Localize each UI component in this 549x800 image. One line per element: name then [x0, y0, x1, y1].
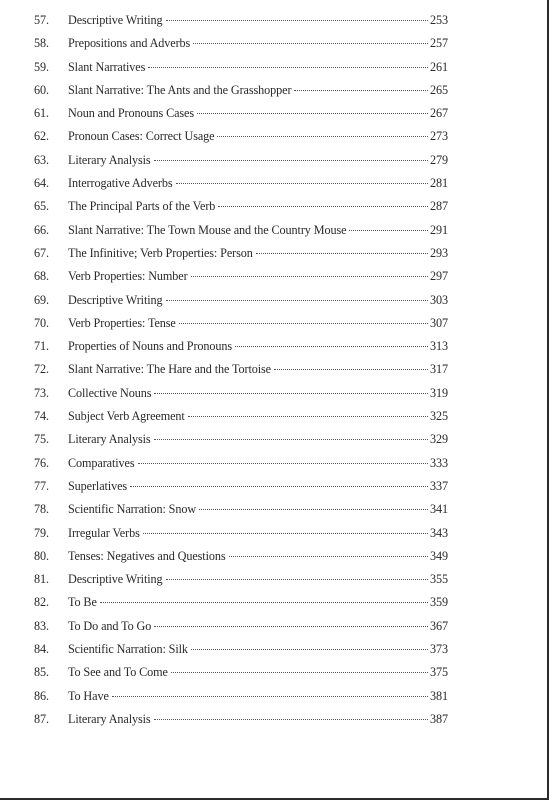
toc-entry-title: Prepositions and Adverbs — [68, 36, 191, 51]
toc-entry — [34, 712, 448, 735]
toc-entry-page: 293 — [430, 245, 448, 260]
toc-entry-title: To Be — [68, 595, 97, 610]
toc-entry — [34, 409, 448, 432]
toc-entry-number: 74. — [34, 409, 49, 424]
toc-entry-page: 355 — [430, 572, 448, 587]
toc-entry — [34, 619, 448, 642]
toc-entry-number: 67. — [34, 245, 49, 260]
toc-entry-title: The Infinitive; Verb Properties: Person — [68, 245, 253, 260]
toc-entry — [34, 129, 448, 152]
toc-entry — [34, 60, 448, 83]
toc-entry-number: 57. — [34, 13, 49, 27]
toc-entry — [34, 386, 448, 409]
toc-dot-leader — [171, 672, 428, 673]
toc-entry — [34, 106, 448, 129]
toc-entry-title: Noun and Pronouns Cases — [68, 106, 195, 121]
toc-entry-page: 287 — [430, 199, 448, 214]
toc-entry — [34, 572, 448, 595]
toc-entry-number: 63. — [34, 152, 49, 167]
toc-entry-page: 279 — [430, 152, 448, 167]
toc-entry-title: Literary Analysis — [68, 432, 151, 447]
toc-dot-leader — [294, 90, 428, 91]
toc-entry-page: 313 — [430, 339, 448, 354]
toc-entry-number: 76. — [34, 455, 49, 470]
toc-entry-page: 329 — [430, 432, 448, 447]
toc-entry-page: 359 — [430, 595, 448, 610]
toc-entry-page: 281 — [430, 176, 448, 191]
toc-dot-leader — [349, 230, 428, 231]
toc-entry-page: 373 — [430, 642, 448, 657]
toc-entry-title: Slant Narratives — [68, 59, 146, 74]
toc-dot-leader — [166, 300, 428, 301]
toc-entry-number: 72. — [34, 362, 49, 377]
toc-entry-number: 73. — [34, 385, 49, 400]
toc-entry-number: 71. — [34, 339, 49, 354]
toc-entry-number: 59. — [34, 59, 49, 74]
toc-entry-title: To See and To Come — [68, 665, 168, 680]
toc-entry-title: Comparatives — [68, 455, 135, 470]
toc-entry — [34, 269, 448, 292]
toc-dot-leader — [197, 113, 428, 114]
toc-dot-leader — [154, 393, 428, 394]
toc-entry-title: Subject Verb Agreement — [68, 409, 185, 424]
toc-entry — [34, 526, 448, 549]
toc-dot-leader — [218, 206, 428, 207]
toc-entry-title: Slant Narrative: The Town Mouse and the Country Mouse — [68, 222, 347, 237]
toc-entry-number: 68. — [34, 269, 49, 284]
toc-entry-title: Collective Nouns — [68, 385, 152, 400]
toc-entry-number: 58. — [34, 36, 49, 51]
toc-entry — [34, 362, 448, 385]
toc-entry-number: 82. — [34, 595, 49, 610]
toc-entry — [34, 293, 448, 316]
toc-dot-leader — [166, 20, 428, 21]
toc-dot-leader — [148, 67, 428, 68]
toc-entry — [34, 665, 448, 688]
toc-entry-title: Descriptive Writing — [68, 13, 163, 27]
toc-dot-leader — [154, 626, 428, 627]
toc-entry-number: 69. — [34, 292, 49, 307]
toc-entry-title: Scientific Narration: Silk — [68, 642, 188, 657]
toc-entry-page: 343 — [430, 525, 448, 540]
toc-dot-leader — [154, 719, 428, 720]
toc-dot-leader — [143, 533, 428, 534]
toc-entry-title: Tenses: Negatives and Questions — [68, 548, 226, 563]
toc-entry-number: 60. — [34, 82, 49, 97]
toc-entry-title: Properties of Nouns and Pronouns — [68, 339, 233, 354]
toc-entry — [34, 13, 448, 36]
toc-entry-page: 261 — [430, 59, 448, 74]
toc-entry-title: Descriptive Writing — [68, 572, 163, 587]
toc-entry — [34, 36, 448, 59]
toc-entry — [34, 176, 448, 199]
toc-entry-number: 87. — [34, 711, 49, 726]
toc-entry — [34, 689, 448, 712]
toc-dot-leader — [179, 323, 428, 324]
toc-entry-number: 86. — [34, 688, 49, 703]
toc-entry-title: Literary Analysis — [68, 711, 151, 726]
toc-entry-page: 253 — [430, 13, 448, 27]
toc-entry-number: 79. — [34, 525, 49, 540]
toc-dot-leader — [100, 602, 428, 603]
toc-dot-leader — [188, 416, 428, 417]
toc-entry — [34, 199, 448, 222]
toc-entry-number: 61. — [34, 106, 49, 121]
toc-dot-leader — [166, 579, 428, 580]
toc-entry-page: 291 — [430, 222, 448, 237]
toc-entry — [34, 223, 448, 246]
toc-entry-page: 297 — [430, 269, 448, 284]
toc-entry-page: 387 — [430, 711, 448, 726]
toc-entry-number: 75. — [34, 432, 49, 447]
toc-entry-title: Interrogative Adverbs — [68, 176, 173, 191]
toc-entry-page: 375 — [430, 665, 448, 680]
toc-entry-title: Superlatives — [68, 478, 128, 493]
toc-entry-title: Irregular Verbs — [68, 525, 140, 540]
toc-entry-title: Pronoun Cases: Correct Usage — [68, 129, 215, 144]
toc-entry-number: 84. — [34, 642, 49, 657]
toc-entry-number: 66. — [34, 222, 49, 237]
toc-entry-number: 64. — [34, 176, 49, 191]
toc-entry-title: To Do and To Go — [68, 618, 152, 633]
toc-dot-leader — [256, 253, 428, 254]
toc-entry-title: Slant Narrative: The Hare and the Tortoise — [68, 362, 271, 377]
toc-entry-number: 80. — [34, 548, 49, 563]
toc-dot-leader — [191, 649, 428, 650]
toc-entry-page: 319 — [430, 385, 448, 400]
toc-dot-leader — [199, 509, 428, 510]
toc-dot-leader — [217, 136, 428, 137]
toc-entry — [34, 456, 448, 479]
toc-entry-title: Scientific Narration: Snow — [68, 502, 197, 517]
toc-entry — [34, 246, 448, 269]
toc-entry-page: 333 — [430, 455, 448, 470]
toc-entry-page: 257 — [430, 36, 448, 51]
toc-dot-leader — [138, 463, 429, 464]
toc-dot-leader — [274, 369, 428, 370]
toc-entry — [34, 502, 448, 525]
toc-entry — [34, 549, 448, 572]
toc-dot-leader — [112, 696, 428, 697]
toc-entry-number: 65. — [34, 199, 49, 214]
toc-entry-page: 267 — [430, 106, 448, 121]
toc-entry — [34, 153, 448, 176]
toc-entry — [34, 479, 448, 502]
toc-entry-page: 265 — [430, 82, 448, 97]
toc-dot-leader — [154, 160, 428, 161]
toc-entry-page: 381 — [430, 688, 448, 703]
toc-entry-number: 77. — [34, 478, 49, 493]
toc-entry-title: Slant Narrative: The Ants and the Grasshopper — [68, 82, 292, 97]
toc-entry-number: 62. — [34, 129, 49, 144]
toc-entry — [34, 595, 448, 618]
toc-dot-leader — [229, 556, 429, 557]
toc-entry-page: 307 — [430, 315, 448, 330]
toc-entry-page: 303 — [430, 292, 448, 307]
toc-entry-page: 349 — [430, 548, 448, 563]
toc-entry-title: Verb Properties: Number — [68, 269, 188, 284]
toc-entry — [34, 316, 448, 339]
toc-dot-leader — [154, 439, 428, 440]
toc-entry — [34, 432, 448, 455]
toc-entry-page: 273 — [430, 129, 448, 144]
toc-dot-leader — [130, 486, 428, 487]
toc-entry-title: Descriptive Writing — [68, 292, 163, 307]
toc-dot-leader — [235, 346, 428, 347]
toc-entry-number: 81. — [34, 572, 49, 587]
toc-entry-page: 341 — [430, 502, 448, 517]
toc-entry-title: To Have — [68, 688, 109, 703]
toc-dot-leader — [193, 43, 428, 44]
toc-entry-number: 78. — [34, 502, 49, 517]
toc-entry — [34, 83, 448, 106]
toc-entry-page: 317 — [430, 362, 448, 377]
toc-entry-number: 85. — [34, 665, 49, 680]
toc-entry — [34, 642, 448, 665]
toc-entry-title: The Principal Parts of the Verb — [68, 199, 216, 214]
toc-entry-page: 325 — [430, 409, 448, 424]
toc-entry-title: Literary Analysis — [68, 152, 151, 167]
toc-entry-page: 367 — [430, 618, 448, 633]
toc-entry — [34, 339, 448, 362]
table-of-contents — [34, 13, 448, 735]
toc-entry-title: Verb Properties: Tense — [68, 315, 176, 330]
toc-entry-page: 337 — [430, 478, 448, 493]
toc-dot-leader — [176, 183, 429, 184]
toc-dot-leader — [191, 276, 428, 277]
toc-entry-number: 83. — [34, 618, 49, 633]
toc-entry-number: 70. — [34, 315, 49, 330]
